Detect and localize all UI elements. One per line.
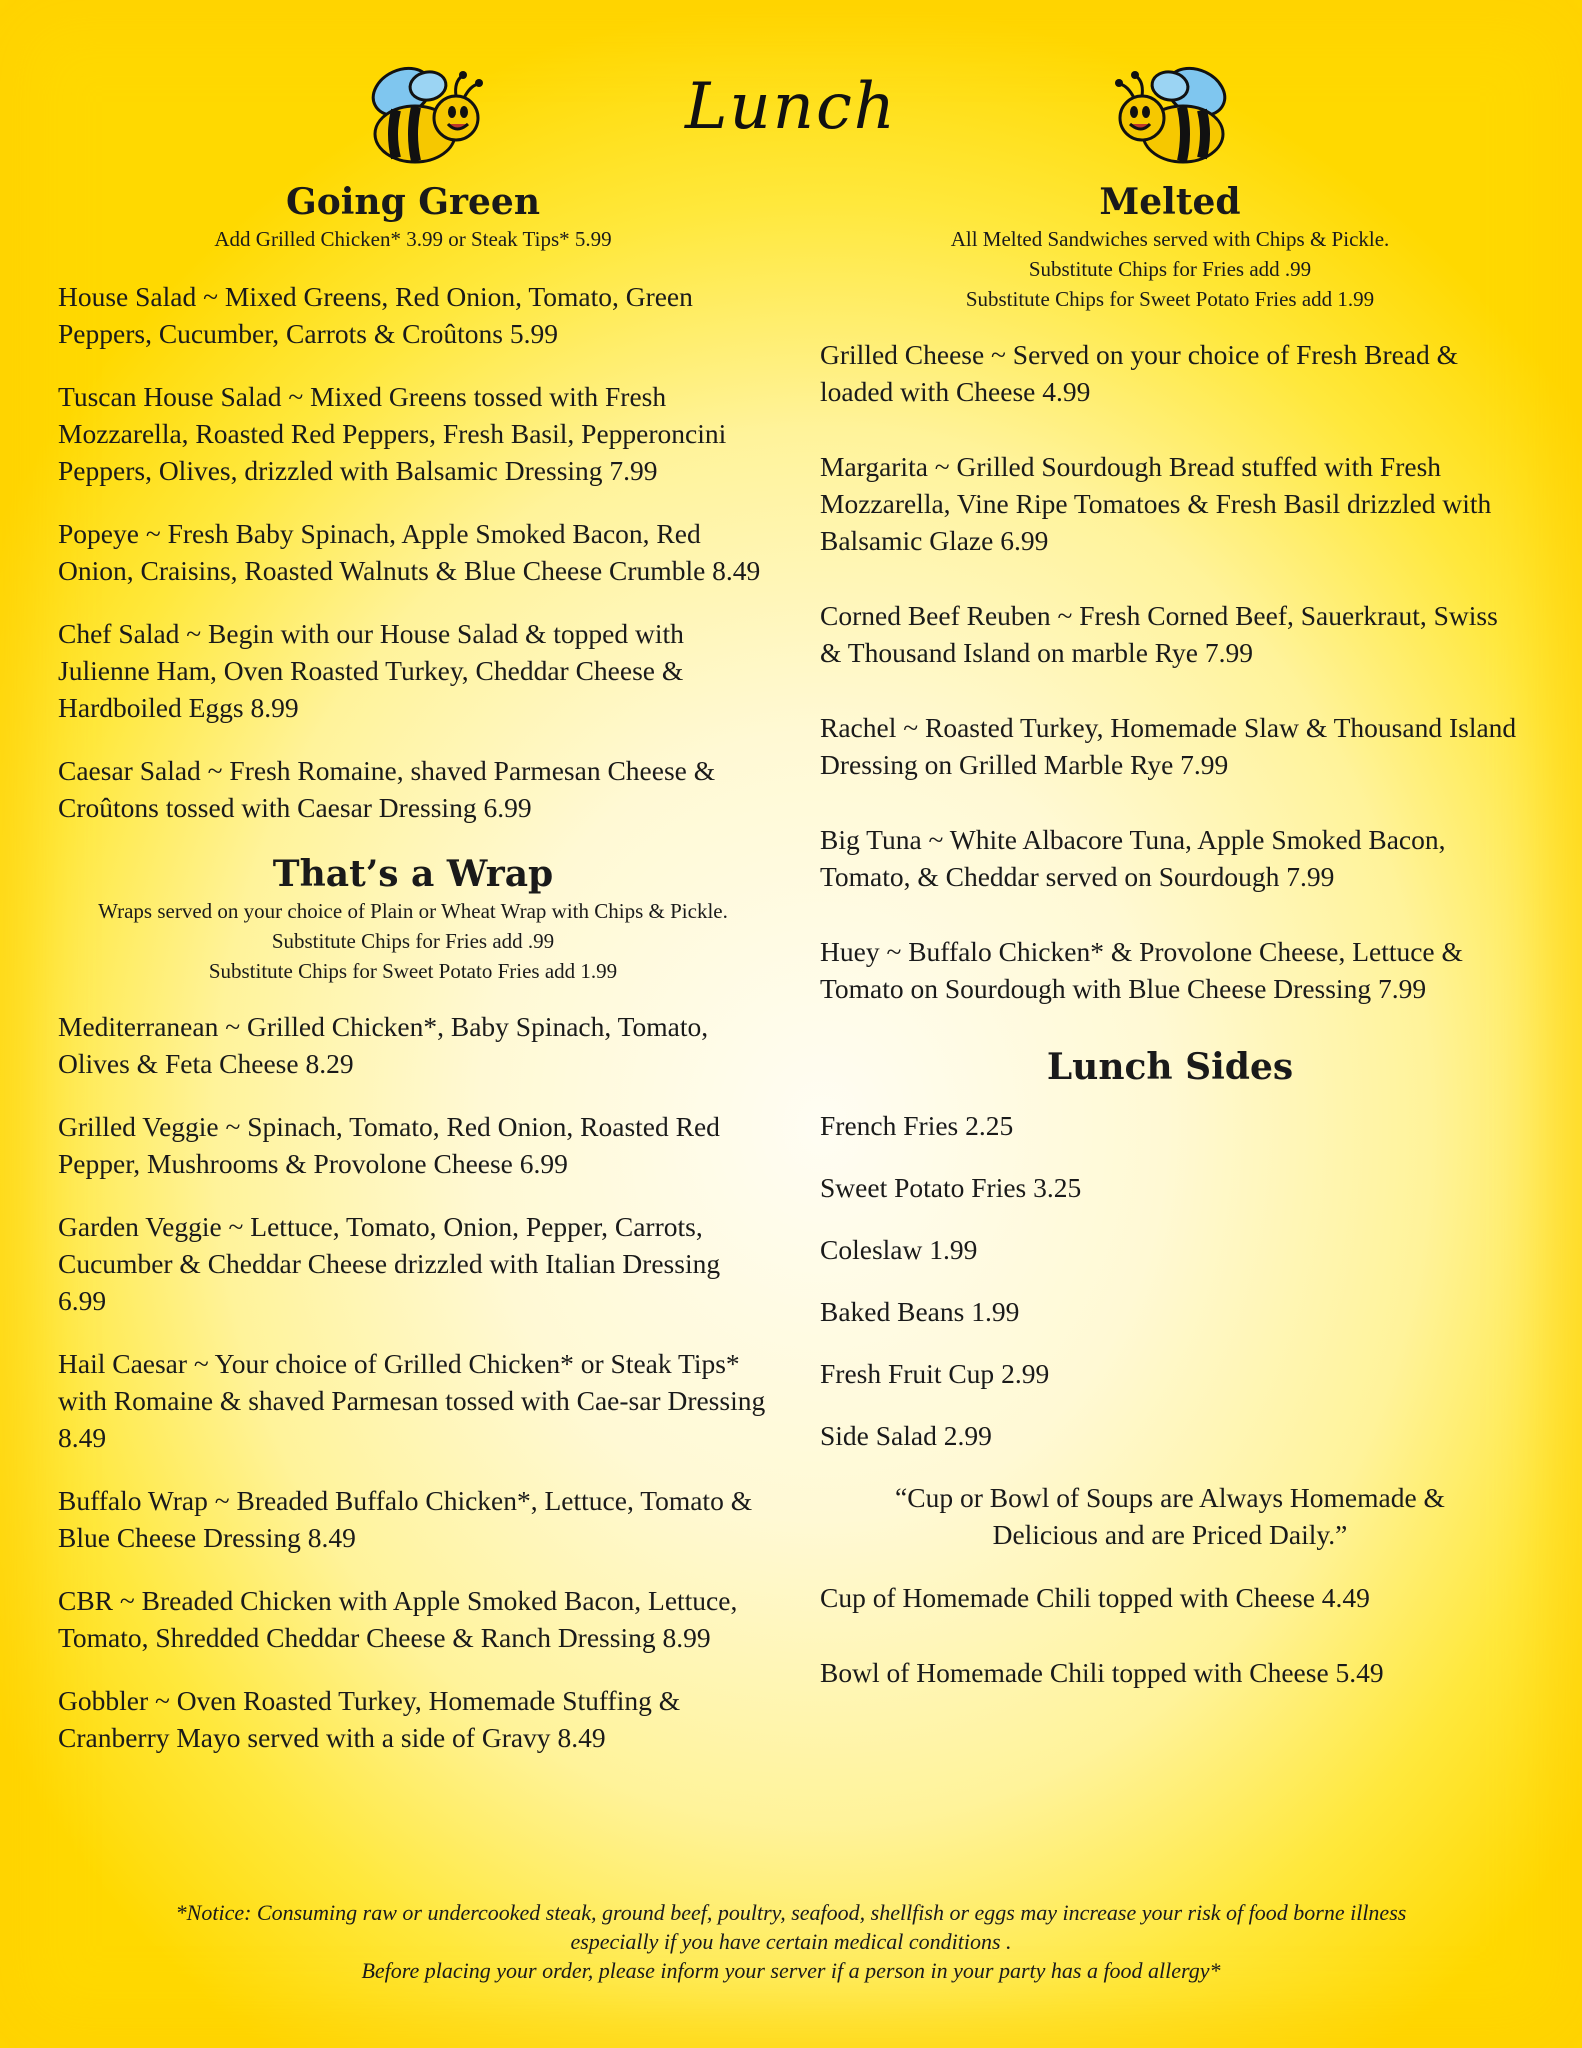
menu-item-text: Big Tuna ~ White Albacore Tuna, Apple Smoked Bacon, Tomato, & Cheddar served on Sourdough bbox=[820, 824, 1446, 892]
menu-item-text: Popeye ~ Fresh Baby Spinach, Apple Smoked Bacon, Red Onion, Craisins, Roasted Walnuts & Blue Cheese Crumble bbox=[58, 518, 706, 586]
menu-item-text: Coleslaw bbox=[820, 1234, 923, 1265]
menu-item-text: Fresh Fruit Cup bbox=[820, 1358, 995, 1389]
menu-item-text: Hail Caesar ~ Your choice of Grilled Chicken* or Steak Tips* with Romaine & shaved Parmesan tossed with Cae-sar Dressing bbox=[58, 1348, 766, 1416]
section-note: All Melted Sandwiches served with Chips & Pickle. bbox=[950, 227, 1390, 251]
menu-item-text: Sweet Potato Fries bbox=[820, 1172, 1027, 1203]
menu-item bbox=[58, 1582, 768, 1656]
menu-item bbox=[820, 1293, 1520, 1330]
menu-item-text: Buffalo Wrap ~ Breaded Buffalo Chicken*, Lettuce, Tomato & Blue Cheese Dressing bbox=[58, 1485, 753, 1553]
menu-item bbox=[58, 1108, 768, 1182]
menu-item-text: Grilled Veggie ~ Spinach, Tomato, Red Onion, Roasted Red Pepper, Mushrooms & Provolone Cheese bbox=[58, 1111, 720, 1179]
menu-item bbox=[820, 1417, 1520, 1454]
menu-item-text: Grilled Cheese ~ Served on your choice of Fresh Bread & loaded with Cheese bbox=[820, 339, 1459, 407]
menu-item-text: Huey ~ Buffalo Chicken* & Provolone Cheese, Lettuce & Tomato on Sourdough with Blue Cheese Dressing bbox=[820, 936, 1463, 1004]
menu-item-price: 2.99 bbox=[1001, 1358, 1050, 1389]
section-title-melted: Melted bbox=[1099, 181, 1241, 223]
soup-note: “Cup or Bowl of Soups are Always Homemade & Delicious and are Priced Daily.” bbox=[895, 1482, 1445, 1550]
menu-item-text: Tuscan House Salad ~ Mixed Greens tossed with Fresh Mozzarella, Roasted Red Peppers, Fresh Basil, Pepperoncini Peppers, Olives, drizzled with Balsamic Dressing bbox=[58, 381, 727, 486]
menu-item-price: 5.99 bbox=[509, 318, 558, 349]
menu-item bbox=[58, 1345, 768, 1456]
menu-item bbox=[58, 515, 768, 589]
section-title-wrap: That’s a Wrap bbox=[272, 853, 554, 895]
menu-item-price: 8.99 bbox=[250, 692, 299, 723]
menu-item bbox=[820, 1169, 1520, 1206]
menu-item-text: Side Salad bbox=[820, 1420, 937, 1451]
menu-item-price: 7.99 bbox=[1286, 861, 1335, 892]
menu-item bbox=[820, 709, 1520, 783]
menu-item bbox=[58, 615, 768, 726]
menu-item-price: 6.99 bbox=[483, 792, 532, 823]
wrap-list bbox=[58, 1008, 768, 1756]
right-column bbox=[820, 180, 1520, 1729]
menu-item-text: Chef Salad ~ Begin with our House Salad & topped with Julienne Ham, Oven Roasted Turkey, Cheddar Cheese & Hardboiled Eggs bbox=[58, 618, 684, 723]
menu-item-text: Mediterranean ~ Grilled Chicken*, Baby Spinach, Tomato, Olives & Feta Cheese bbox=[58, 1011, 709, 1079]
chili-list bbox=[820, 1579, 1520, 1691]
menu-item-price: 4.99 bbox=[1042, 376, 1091, 407]
menu-item-price: 7.99 bbox=[609, 455, 658, 486]
menu-item bbox=[820, 933, 1520, 1007]
menu-item-price: 1.99 bbox=[929, 1234, 978, 1265]
allergy-notice bbox=[80, 1898, 1502, 1985]
menu-item-price: 5.49 bbox=[1335, 1657, 1384, 1688]
menu-item-price: 8.99 bbox=[662, 1622, 711, 1653]
menu-item-price: 8.29 bbox=[305, 1048, 354, 1079]
menu-item bbox=[820, 1107, 1520, 1144]
menu-item bbox=[820, 597, 1520, 671]
menu-item bbox=[820, 1654, 1520, 1691]
going-green-list bbox=[58, 278, 768, 826]
notice-line: *Notice: Consuming raw or undercooked steak, ground beef, poultry, seafood, shellfish or eggs may increase your risk of food borne illness bbox=[175, 1900, 1407, 1925]
menu-item bbox=[820, 1231, 1520, 1268]
menu-item-price: 7.99 bbox=[1377, 973, 1427, 1004]
menu-item-price: 4.49 bbox=[1321, 1582, 1370, 1613]
menu-item bbox=[820, 1579, 1520, 1616]
menu-item bbox=[820, 821, 1520, 895]
menu-item-text: Garden Veggie ~ Lettuce, Tomato, Onion, Pepper, Carrots, Cucumber & Cheddar Cheese drizzled with Italian Dressing bbox=[58, 1211, 721, 1279]
notice-line: especially if you have certain medical conditions . bbox=[570, 1929, 1012, 1954]
page-title: Lunch bbox=[685, 70, 897, 144]
menu-item-text: CBR ~ Breaded Chicken with Apple Smoked Bacon, Lettuce, Tomato, Shredded Cheddar Cheese & Ranch Dressing bbox=[58, 1585, 738, 1653]
melted-list bbox=[820, 336, 1520, 1007]
menu-item-price: 2.25 bbox=[965, 1110, 1014, 1141]
notice-line: Before placing your order, please inform your server if a person in your party has a food allergy* bbox=[361, 1958, 1221, 1983]
menu-item bbox=[58, 1682, 768, 1756]
menu-item-text: Baked Beans bbox=[820, 1296, 965, 1327]
menu-item-price: 3.25 bbox=[1033, 1172, 1082, 1203]
section-note: Substitute Chips for Fries add .99 bbox=[1028, 257, 1312, 281]
menu-item-text: Corned Beef Reuben ~ Fresh Corned Beef, Sauerkraut, Swiss & Thousand Island on marble Rye bbox=[820, 600, 1498, 668]
menu-item-price: 8.49 bbox=[557, 1722, 606, 1753]
menu-item-price: 8.49 bbox=[58, 1422, 107, 1453]
section-title-going-green: Going Green bbox=[285, 181, 540, 223]
menu-item-text: House Salad ~ Mixed Greens, Red Onion, Tomato, Green Peppers, Cucumber, Carrots & Croûtons bbox=[58, 281, 693, 349]
sides-list bbox=[820, 1107, 1520, 1454]
menu-item-text: Gobbler ~ Oven Roasted Turkey, Homemade Stuffing & Cranberry Mayo served with a side of Gravy bbox=[58, 1685, 681, 1753]
menu-item-price: 6.99 bbox=[519, 1148, 568, 1179]
section-title-lunch-sides: Lunch Sides bbox=[1046, 1046, 1294, 1088]
menu-item bbox=[58, 1208, 768, 1319]
menu-item bbox=[820, 1355, 1520, 1392]
left-column bbox=[58, 180, 768, 1782]
section-note: Wraps served on your choice of Plain or Wheat Wrap with Chips & Pickle. Substitute Chips for Fries add .99 bbox=[98, 899, 728, 953]
section-note: Substitute Chips for Sweet Potato Fries add 1.99 bbox=[965, 287, 1375, 311]
menu-item-price: 2.99 bbox=[943, 1420, 992, 1451]
menu-item bbox=[58, 1482, 768, 1556]
menu-item bbox=[58, 752, 768, 826]
menu-item bbox=[58, 1008, 768, 1082]
menu-item-price: 7.99 bbox=[1180, 749, 1229, 780]
menu-item bbox=[820, 448, 1520, 559]
menu-item-price: 8.49 bbox=[307, 1522, 356, 1553]
menu-item bbox=[58, 378, 768, 489]
menu-item bbox=[58, 278, 768, 352]
menu-item-text: Margarita ~ Grilled Sourdough Bread stuffed with Fresh Mozzarella, Vine Ripe Tomatoes & Fresh Basil drizzled with Balsamic Glaze bbox=[820, 451, 1492, 556]
section-note: Substitute Chips for Sweet Potato Fries add 1.99 bbox=[208, 959, 618, 983]
menu-item bbox=[820, 336, 1520, 410]
menu-item-price: 8.49 bbox=[712, 555, 761, 586]
section-note: Add Grilled Chicken* 3.99 or Steak Tips* 5.99 bbox=[214, 227, 612, 251]
menu-item-price: 6.99 bbox=[1000, 525, 1049, 556]
menu-item-text: Cup of Homemade Chili topped with Cheese bbox=[820, 1582, 1315, 1613]
menu-item-price: 6.99 bbox=[58, 1285, 107, 1316]
menu-item-text: Caesar Salad ~ Fresh Romaine, shaved Parmesan Cheese & Croûtons tossed with Caesar Dressing bbox=[58, 755, 716, 823]
menu-item-price: 7.99 bbox=[1204, 637, 1253, 668]
menu-item-text: Rachel ~ Roasted Turkey, Homemade Slaw & Thousand Island Dressing on Grilled Marble Rye bbox=[820, 712, 1517, 780]
menu-item-text: Bowl of Homemade Chili topped with Cheese bbox=[820, 1657, 1329, 1688]
menu-item-text: French Fries bbox=[820, 1110, 959, 1141]
menu-item-price: 1.99 bbox=[971, 1296, 1020, 1327]
